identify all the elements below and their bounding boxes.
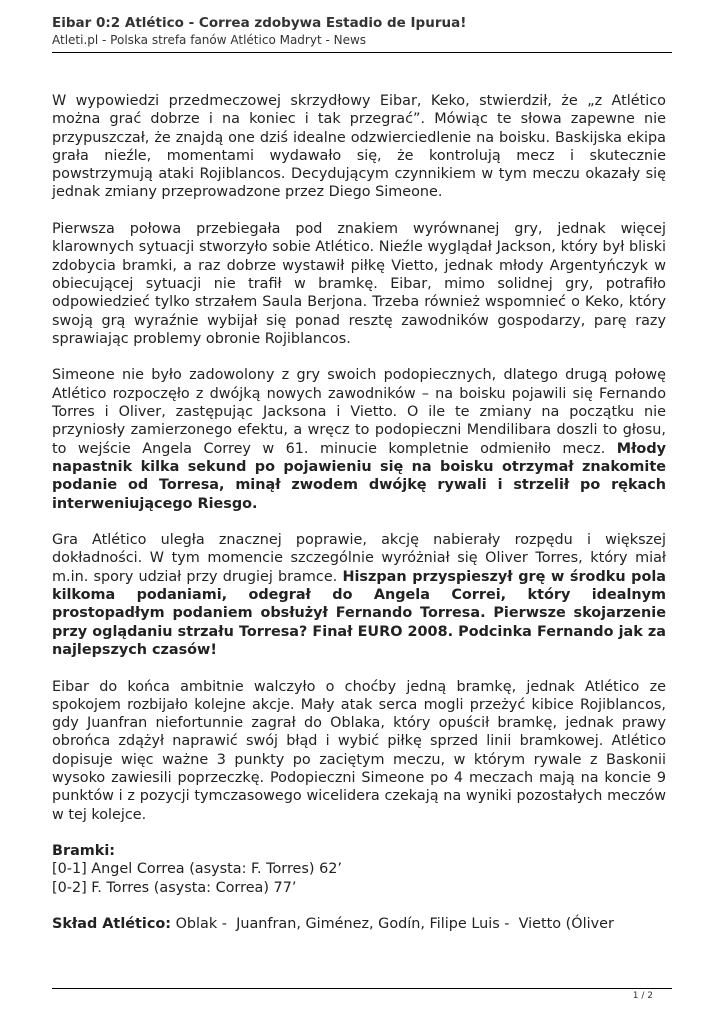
goal-entry: [0-2] F. Torres (asysta: Correa) 77’ bbox=[52, 879, 297, 896]
site-subtitle: Atleti.pl - Polska strefa fanów Atlético Madryt - News bbox=[52, 33, 367, 47]
paragraph-text: Gra Atlético uległa znacznej poprawie, akcję nabierały rozpędu i większej dokładności. W tym momencie szczególnie wyróżniał się Oliver Torres, który miał m.in. spory udział przy drugiej bramce. bbox=[52, 532, 666, 585]
goal-entry: [0-1] Angel Correa (asysta: F. Torres) 62’ bbox=[52, 861, 342, 878]
page-number: 1 / 2 bbox=[632, 991, 653, 1001]
header-divider bbox=[52, 52, 672, 53]
lineup bbox=[52, 915, 666, 933]
paragraph-intro: W wypowiedzi przedmeczowej skrzydłowy Eibar, Keko, stwierdził, że „z Atlético można grać dobrze i na koniec i tak przegrać”. Mówiąc te słowa zapewne nie przypuszczał, że znajdą one dziś idealne odzwierciedlenie na boisku. Baskijska ekipa grała nieźle, momentami wydawało się, że kontrolują mecz i skutecznie powstrzymują ataki Rojiblancos. Decydującym czynnikiem w tym meczu okazały się jednak zmiany przeprowadzone przez Diego Simeone. bbox=[52, 93, 666, 201]
goals-heading: Bramki: bbox=[52, 843, 116, 860]
highlight-first-goal: Młody napastnik kilka sekund po pojawieniu się na boisku otrzymał znakomite podanie od Torresa, minął zwodem dwójkę rywali i strzelił po rękach interweniującego Riesgo. bbox=[52, 440, 666, 512]
lineup-label: Skład Atlético: bbox=[52, 916, 171, 933]
paragraph-second-half bbox=[52, 366, 666, 512]
article-body bbox=[52, 92, 666, 952]
footer-divider bbox=[52, 988, 672, 989]
paragraph-first-half: Pierwsza połowa przebiegała pod znakiem wyrównanej gry, jednak więcej klarownych sytuacji stworzyło sobie Atlético. Nieźle wyglądał Jackson, który był bliski zdobycia bramki, a raz dobrze wystawił piłkę Vietto, jednak młody Argentyńczyk w obiecującej sytuacji nie trafił w bramkę. Eibar, mimo solidnej gry, potrafiło odpowiedzieć tylko strzałem Saula Berjona. Trzeba również wspomnieć o Keko, który swoją grą wyraźnie wybijał się ponad resztę zawodników gospodarzy, parę razy sprawiając problemy obronie Rojiblancos. bbox=[52, 221, 666, 347]
article-title: Eibar 0:2 Atlético - Correa zdobywa Estadio de Ipurua! bbox=[52, 15, 467, 31]
paragraph-summary: Eibar do końca ambitnie walczyło o choćby jedną bramkę, jednak Atlético ze spokojem rozbijało kolejne akcje. Mały atak serca mogli przeżyć kibice Rojiblancos, gdy Juanfran niefortunnie zagrał do Oblaka, który opuścił bramkę, jednak prawy obrońca zdążył naprawić swój błąd i wybić piłkę sprzed linii bramkowej. Atlético dopisuje więc ważne 3 punkty po zaciętym meczu, w którym rywale z Baskonii wysoko zawiesili poprzeczkę. Podopieczni Simeone po 4 meczach mają na koncie 9 punktów i z pozycji tymczasowego wicelidera czekają na wyniki pozostałych meczów w tej kolejce. bbox=[52, 678, 666, 823]
paragraph-text: Simeone nie było zadowolony z gry swoich podopiecznych, dlatego drugą połowę Atlético rozpoczęło z dwójką nowych zawodników – na boisku pojawili się Fernando Torres i Oliver, zastępując Jacksona i Vietto. O ile te zmiany na początku nie przyniosły zamierzonego efektu, a wręcz to podopieczni Mendilibara doszli to głosu, to wejście Angela Correy w 61. minucie kompletnie odmieniło mecz. bbox=[52, 367, 666, 457]
document-header bbox=[52, 14, 672, 49]
paragraph-second-goal bbox=[52, 531, 666, 659]
lineup-text: Oblak - Juanfran, Giménez, Godín, Filipe Luis - Vietto (Óliver bbox=[171, 916, 614, 933]
highlight-second-goal: Hiszpan przyspieszył grę w środku pola kilkoma podaniami, odegrał do Angela Correi, który idealnym prostopadłym podaniem obsłużył Fernando Torresa. Pierwsze skojarzenie przy oglądaniu strzału Torresa? Finał EURO 2008. Podcinka Fernando jak za najlepszych czasów! bbox=[52, 568, 667, 658]
